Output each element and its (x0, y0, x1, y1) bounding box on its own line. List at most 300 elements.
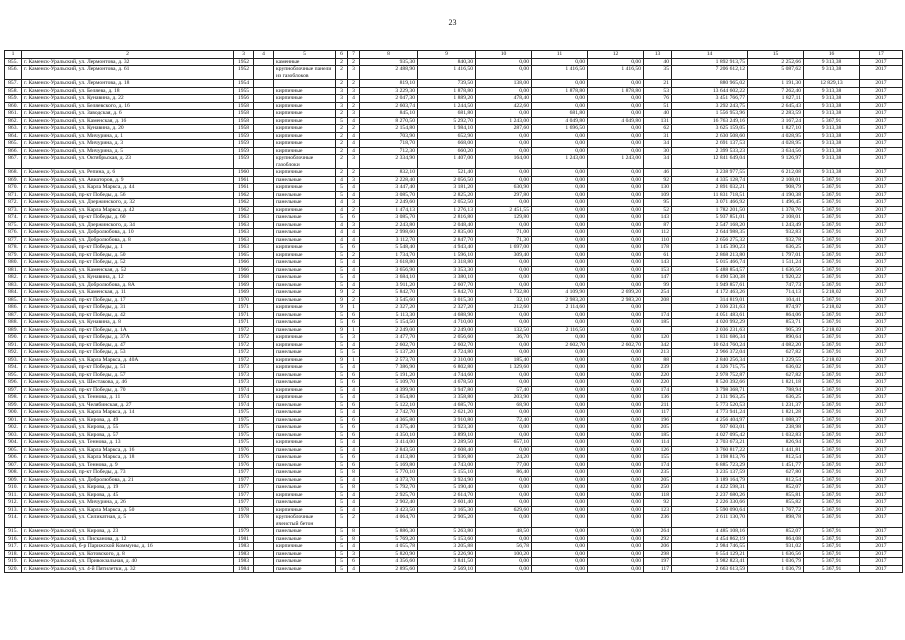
table-cell: 3 015,30 (418, 296, 476, 304)
table-cell: 1 441,81 (748, 446, 804, 454)
table-cell: 147 (644, 274, 672, 282)
table-cell: 2017 (860, 304, 903, 312)
table-cell (254, 461, 274, 469)
table-cell: 5 109,70 (360, 379, 418, 387)
table-cell: 937 603,01 (672, 424, 748, 432)
table-cell: 2017 (860, 401, 903, 409)
column-number-cell: 14 (672, 51, 748, 59)
table-row (5, 95, 903, 103)
table-cell: 0,00 (532, 550, 588, 558)
table-cell: 92 (644, 176, 672, 184)
table-cell: 1 276,13 (418, 206, 476, 214)
table-cell: 2 843,50 (360, 446, 418, 454)
table-cell: 4 027 095,42 (672, 431, 748, 439)
table-cell: 900. (5, 409, 22, 417)
table-cell: 681,80 (418, 110, 476, 118)
table-cell: панельные (274, 558, 336, 566)
table-cell (274, 80, 336, 88)
table-cell: 5 769,20 (360, 535, 418, 543)
table-cell: 0,00 (532, 356, 588, 364)
table-cell: 1963 (234, 214, 254, 222)
table-cell: 5 (336, 469, 348, 477)
table-cell: 2017 (860, 266, 903, 274)
table-cell (254, 326, 274, 334)
table-cell: 0,00 (532, 514, 588, 528)
table-cell: панельные (274, 281, 336, 289)
table-cell: 901. (5, 416, 22, 424)
table-cell: 2017 (860, 543, 903, 551)
table-cell: 342 (644, 341, 672, 349)
table-cell: 4 (348, 565, 360, 573)
table-cell: 2017 (860, 236, 903, 244)
table-cell: 2017 (860, 476, 903, 484)
table-cell: 898. (5, 394, 22, 402)
table-cell: 6 554 129,21 (672, 550, 748, 558)
table-cell: 4 375,40 (360, 424, 418, 432)
table-cell: 8 520 392,66 (672, 379, 748, 387)
table-cell: г. Каменск-Уральский, ул. Писканова, д. 12 (22, 535, 234, 543)
table-cell: 3 358,80 (418, 394, 476, 402)
table-cell: 1959 (234, 132, 254, 140)
table-cell: 1 821,18 (748, 379, 804, 387)
table-cell (254, 169, 274, 177)
table-cell: 1973 (234, 379, 254, 387)
table-cell: 5 367,91 (804, 550, 860, 558)
table-cell: 6 802,80 (418, 364, 476, 372)
table-cell: 2 488,90 (360, 66, 418, 80)
table-cell: 668,00 (418, 140, 476, 148)
table-cell: 0,00 (476, 446, 532, 454)
table-cell: 5 (336, 349, 348, 357)
table-cell: 4 (336, 199, 348, 207)
table-cell (254, 311, 274, 319)
table-cell: 1 451,77 (748, 461, 804, 469)
table-cell: 2 056,50 (418, 176, 476, 184)
table-cell: 3 (336, 102, 348, 110)
table-cell: 1971 (234, 311, 254, 319)
table-cell: 1 229,55 (748, 356, 804, 364)
table-body (5, 58, 903, 573)
table-cell: 870. (5, 184, 22, 192)
table-row (5, 514, 903, 528)
table-cell (254, 176, 274, 184)
table-cell: 660,20 (418, 147, 476, 155)
table-cell: г. Каменск-Уральский, ул. Котовского, д. 8 (22, 550, 234, 558)
table-cell: 2 983,20 (588, 296, 644, 304)
table-cell: 5 (336, 543, 348, 551)
table-cell: 1969 (234, 281, 254, 289)
table-cell: 4 943,40 (418, 244, 476, 252)
table-cell: 0,00 (476, 558, 532, 566)
table-cell: 874,97 (748, 304, 804, 312)
table-cell (254, 117, 274, 125)
table-cell: 5 367,91 (804, 558, 860, 566)
table-cell: 0,00 (588, 214, 644, 222)
table-cell: г. Каменск-Уральский, ул. Кирова, д. 19 (22, 484, 234, 492)
table-cell: 5 (336, 416, 348, 424)
table-row (5, 491, 903, 499)
table-cell: 264 (644, 528, 672, 536)
table-cell: 718,70 (360, 140, 418, 148)
table-cell: 2017 (860, 506, 903, 514)
table-cell: 0,00 (476, 379, 532, 387)
table-cell: кирпичные (274, 334, 336, 342)
table-cell: 185,40 (476, 356, 532, 364)
table-cell: 0,00 (476, 169, 532, 177)
table-cell: кирпичные (274, 364, 336, 372)
table-cell: 0,00 (588, 499, 644, 507)
table-cell: 239 (644, 364, 672, 372)
table-cell: 4 (348, 140, 360, 148)
table-cell: 6 212,08 (748, 169, 804, 177)
table-cell: 1977 (234, 499, 254, 507)
table-cell: 0,00 (588, 244, 644, 252)
table-cell: г. Каменск-Уральский, ул. Лермонтова, д. 61 (22, 66, 234, 80)
table-cell: 5 367,91 (804, 259, 860, 267)
table-cell: кирпичные (274, 251, 336, 259)
table-cell: 4 028,95 (748, 132, 804, 140)
table-cell: 4 064,70 (360, 514, 418, 528)
table-cell: 3 760 817,22 (672, 446, 748, 454)
table-cell (254, 386, 274, 394)
table-cell: 3 (348, 87, 360, 95)
table-cell: 5 (336, 251, 348, 259)
table-cell: 0,00 (532, 311, 588, 319)
table-cell: 1 831 686,34 (672, 334, 748, 342)
table-cell: 1981 (234, 535, 254, 543)
table-cell: 1 734,70 (360, 251, 418, 259)
table-cell: г. Каменск-Уральский, ул. Кунавина, д. 22 (22, 95, 234, 103)
table-cell: 0,00 (532, 102, 588, 110)
table-cell: 5 015 466,74 (672, 259, 748, 267)
table-cell (254, 371, 274, 379)
table-cell: 174 (644, 461, 672, 469)
table-cell: г. Каменск-Уральский, ул. Карла Маркса, д. 40А (22, 356, 234, 364)
table-cell: 2 895,60 (360, 565, 418, 573)
table-cell: 2 (348, 125, 360, 133)
table-cell: 0,00 (588, 206, 644, 214)
table-cell: 630,90 (476, 184, 532, 192)
table-cell: 1975 (234, 409, 254, 417)
table-cell: 2 645,43 (748, 102, 804, 110)
table-cell: 913. (5, 506, 22, 514)
table-cell: 3 477,70 (360, 334, 418, 342)
table-cell: 5 292,70 (418, 117, 476, 125)
table-cell: 2017 (860, 409, 903, 417)
table-cell: г. Каменск-Уральский, ул. Карла Маркса, д. 18 (22, 454, 234, 462)
table-cell: 5 367,91 (804, 274, 860, 282)
table-cell: панельные (274, 535, 336, 543)
table-cell: г. Каменск-Уральский, ул. Теннова, д. 9 (22, 461, 234, 469)
table-cell: 855,81 (748, 491, 804, 499)
table-cell: 117 (644, 409, 672, 417)
table-cell: 9 313,38 (804, 58, 860, 66)
table-cell: 877. (5, 236, 22, 244)
table-cell: 309,40 (476, 251, 532, 259)
table-cell: 71,00 (476, 229, 532, 237)
table-cell (254, 558, 274, 566)
table-cell: 2017 (860, 191, 903, 199)
table-row (5, 543, 903, 551)
table-cell: 5 367,91 (804, 379, 860, 387)
table-cell: 5 (336, 319, 348, 327)
table-cell: 46 (644, 169, 672, 177)
column-number-cell: 6 (336, 51, 348, 59)
table-cell: 859. (5, 95, 22, 103)
table-cell (254, 274, 274, 282)
table-cell: 6 (348, 244, 360, 252)
table-cell: 636,25 (748, 394, 804, 402)
table-row (5, 550, 903, 558)
table-cell: панельные (274, 461, 336, 469)
table-cell: 4 485 108,16 (672, 528, 748, 536)
table-cell: г. Каменск-Уральский, ул. Лермонтова, д. 18 (22, 80, 234, 88)
table-cell: 5 367,91 (804, 476, 860, 484)
table-cell: 0,00 (476, 341, 532, 349)
table-cell: 889. (5, 326, 22, 334)
table-cell: 3 198 813,76 (672, 454, 748, 462)
table-cell: 2017 (860, 274, 903, 282)
table-cell: 5 792,70 (360, 484, 418, 492)
table-cell: 5 190,40 (418, 484, 476, 492)
table-row (5, 349, 903, 357)
table-cell: 2 283,59 (748, 110, 804, 118)
table-cell: 4 350,10 (360, 431, 418, 439)
table-cell: 0,00 (588, 184, 644, 192)
table-cell: 287,60 (476, 125, 532, 133)
table-cell: панельные (274, 454, 336, 462)
table-cell: 0,00 (532, 476, 588, 484)
table-cell: 2017 (860, 379, 903, 387)
table-cell: 5 (336, 274, 348, 282)
table-cell: 0,00 (588, 334, 644, 342)
table-cell: 297,80 (476, 191, 532, 199)
table-cell: 238,98 (748, 424, 804, 432)
table-cell: г. Каменск-Уральский, ул. Кирова, д. 49 (22, 416, 234, 424)
table-cell: 1962 (234, 199, 254, 207)
table-cell (254, 476, 274, 484)
table-cell (254, 244, 274, 252)
table-cell: 908,79 (748, 184, 804, 192)
table-cell: кирпичные (274, 169, 336, 177)
table-cell: 0,00 (476, 431, 532, 439)
table-cell: 1952 (234, 58, 254, 66)
table-cell: 5 820,90 (360, 550, 418, 558)
table-cell: 0,00 (532, 491, 588, 499)
table-cell: г. Каменск-Уральский, ул. Теннова, д. 11 (22, 394, 234, 402)
table-cell: 5 (336, 506, 348, 514)
table-cell: 1972 (234, 334, 254, 342)
table-cell: 6 (348, 416, 360, 424)
table-cell: 2017 (860, 514, 903, 528)
table-cell: 5 367,91 (804, 528, 860, 536)
table-cell: кирпичные (274, 506, 336, 514)
table-cell: 5 (336, 558, 348, 566)
table-cell: 3 899,10 (418, 431, 476, 439)
table-cell: 0,00 (532, 424, 588, 432)
table-cell: 1966 (234, 266, 254, 274)
table-cell: 1962 (234, 191, 254, 199)
table-cell: 5 367,91 (804, 334, 860, 342)
table-cell: 4 773 941,24 (672, 409, 748, 417)
table-cell: 1959 (234, 147, 254, 155)
table-cell: 5 (336, 266, 348, 274)
table-cell: 0,00 (476, 87, 532, 95)
table-cell (254, 431, 274, 439)
table-cell (254, 58, 274, 66)
table-cell: 899. (5, 401, 22, 409)
table-cell: 2017 (860, 259, 903, 267)
table-cell: 869. (5, 176, 22, 184)
table-cell: 905. (5, 446, 22, 454)
table-cell: 812,54 (748, 476, 804, 484)
table-cell: 1 191,30 (748, 80, 804, 88)
table-cell: 9 (336, 289, 348, 297)
table-cell: 1 511,24 (748, 259, 804, 267)
table-cell: 0,00 (532, 364, 588, 372)
table-cell: 867. (5, 155, 22, 169)
table-cell: панельные (274, 259, 336, 267)
table-cell: 3 (348, 199, 360, 207)
table-cell: 4 (348, 394, 360, 402)
table-row (5, 58, 903, 66)
table-cell: панельные (274, 565, 336, 573)
table-cell: 0,00 (476, 110, 532, 118)
table-cell (254, 528, 274, 536)
column-number-cell: 9 (418, 51, 476, 59)
table-cell: 2 742,70 (360, 409, 418, 417)
table-cell: 0,00 (588, 95, 644, 103)
table-cell: 1970 (234, 296, 254, 304)
table-cell: 0,00 (588, 319, 644, 327)
table-cell: 5 367,91 (804, 535, 860, 543)
table-cell: 902. (5, 424, 22, 432)
table-cell: 1 797,01 (748, 251, 804, 259)
table-cell: г. Каменск-Уральский, ул. Челябинская, д. 27 (22, 401, 234, 409)
table-cell: 3 380,10 (418, 274, 476, 282)
table-cell: 6 (348, 454, 360, 462)
table-cell: 2 602,70 (588, 341, 644, 349)
table-cell: 0,00 (476, 514, 532, 528)
table-cell: 5 548,40 (360, 244, 418, 252)
table-cell: г. Каменск-Уральский, ул. Беляевского, д. 16 (22, 102, 234, 110)
table-cell: 2017 (860, 334, 903, 342)
table-cell: 5 367,91 (804, 244, 860, 252)
table-cell: 5 (336, 446, 348, 454)
table-cell: 212,60 (476, 304, 532, 312)
table-row (5, 206, 903, 214)
table-cell: 0,00 (532, 484, 588, 492)
table-cell: 4 (348, 281, 360, 289)
table-cell: панельные (274, 469, 336, 477)
table-cell: 5 (336, 379, 348, 387)
table-cell: 220 (644, 371, 672, 379)
table-cell: крупноблочные ячеистый бетон (274, 514, 336, 528)
table-cell: 2 036 231,63 (672, 304, 748, 312)
table-cell: 2017 (860, 214, 903, 222)
table-cell: 1965 (234, 251, 254, 259)
table-cell: 5 590 090,64 (672, 506, 748, 514)
table-cell: 855,82 (748, 499, 804, 507)
table-cell: 2 984 746,55 (672, 543, 748, 551)
table-cell: 9 313,38 (804, 140, 860, 148)
table-cell: 1958 (234, 125, 254, 133)
table-cell: 5 (336, 259, 348, 267)
table-cell: 906. (5, 454, 22, 462)
table-cell: 6 885 723,29 (672, 461, 748, 469)
table-cell: 864. (5, 132, 22, 140)
table-row (5, 266, 903, 274)
table-cell: 34 (644, 140, 672, 148)
table-cell (254, 499, 274, 507)
table-cell: 9 313,38 (804, 102, 860, 110)
table-cell: 1 949 857,61 (672, 281, 748, 289)
table-cell: 1958 (234, 117, 254, 125)
table-cell: 0,00 (588, 454, 644, 462)
table-cell: 2 925,70 (360, 491, 418, 499)
table-cell: 4 365,80 (360, 416, 418, 424)
table-cell: 4 051 483,61 (672, 311, 748, 319)
table-cell: 130 (644, 184, 672, 192)
table-cell: 5 (336, 244, 348, 252)
table-cell: 120 (644, 334, 672, 342)
table-cell: 1984 (234, 565, 254, 573)
table-cell: 178 (644, 244, 672, 252)
table-cell: г. Каменск-Уральский, ул. Репина, д. 6 (22, 169, 234, 177)
table-cell: 865. (5, 140, 22, 148)
table-cell: 5 367,91 (804, 349, 860, 357)
table-header (5, 51, 903, 59)
table-row (5, 326, 903, 334)
table-cell: 5 367,91 (804, 236, 860, 244)
table-cell: 1974 (234, 401, 254, 409)
table-cell: 895. (5, 371, 22, 379)
table-cell: 872. (5, 199, 22, 207)
table-cell: 0,00 (588, 147, 644, 155)
table-cell: 109 (644, 191, 672, 199)
table-cell: 4 (348, 491, 360, 499)
table-cell: 0,00 (588, 424, 644, 432)
table-cell: 2017 (860, 550, 903, 558)
table-cell: 1 767,72 (748, 506, 804, 514)
table-cell: 5 367,91 (804, 296, 860, 304)
table-cell: панельные (274, 401, 336, 409)
table-cell: 852,07 (748, 528, 804, 536)
table-cell: 2017 (860, 341, 903, 349)
table-cell: 2017 (860, 491, 903, 499)
table-cell: 885. (5, 296, 22, 304)
table-cell: 3 165,30 (418, 506, 476, 514)
table-cell: г. Каменск-Уральский, пр-кт Победы, д. 31 (22, 304, 234, 312)
table-cell: 2 334,90 (360, 155, 418, 169)
table-cell: 893. (5, 356, 22, 364)
table-cell: 0,00 (588, 431, 644, 439)
table-cell: 4 (336, 236, 348, 244)
table-cell: г. Каменск-Уральский, ул. Карла Маркса, д. 44 (22, 184, 234, 192)
table-cell: 2 663 613,59 (672, 565, 748, 573)
table-cell: 4 399,90 (360, 386, 418, 394)
table-cell: 5 367,91 (804, 506, 860, 514)
table-cell: 5 367,91 (804, 117, 860, 125)
table-cell: 208 (644, 296, 672, 304)
table-cell: кирпичные (274, 491, 336, 499)
table-cell: 1963 (234, 221, 254, 229)
table-cell: кирпичные (274, 184, 336, 192)
table-cell: 3 841,50 (418, 558, 476, 566)
table-cell: 1977 (234, 476, 254, 484)
table-cell: 2 603,74 (360, 102, 418, 110)
table-cell: 2017 (860, 110, 903, 118)
